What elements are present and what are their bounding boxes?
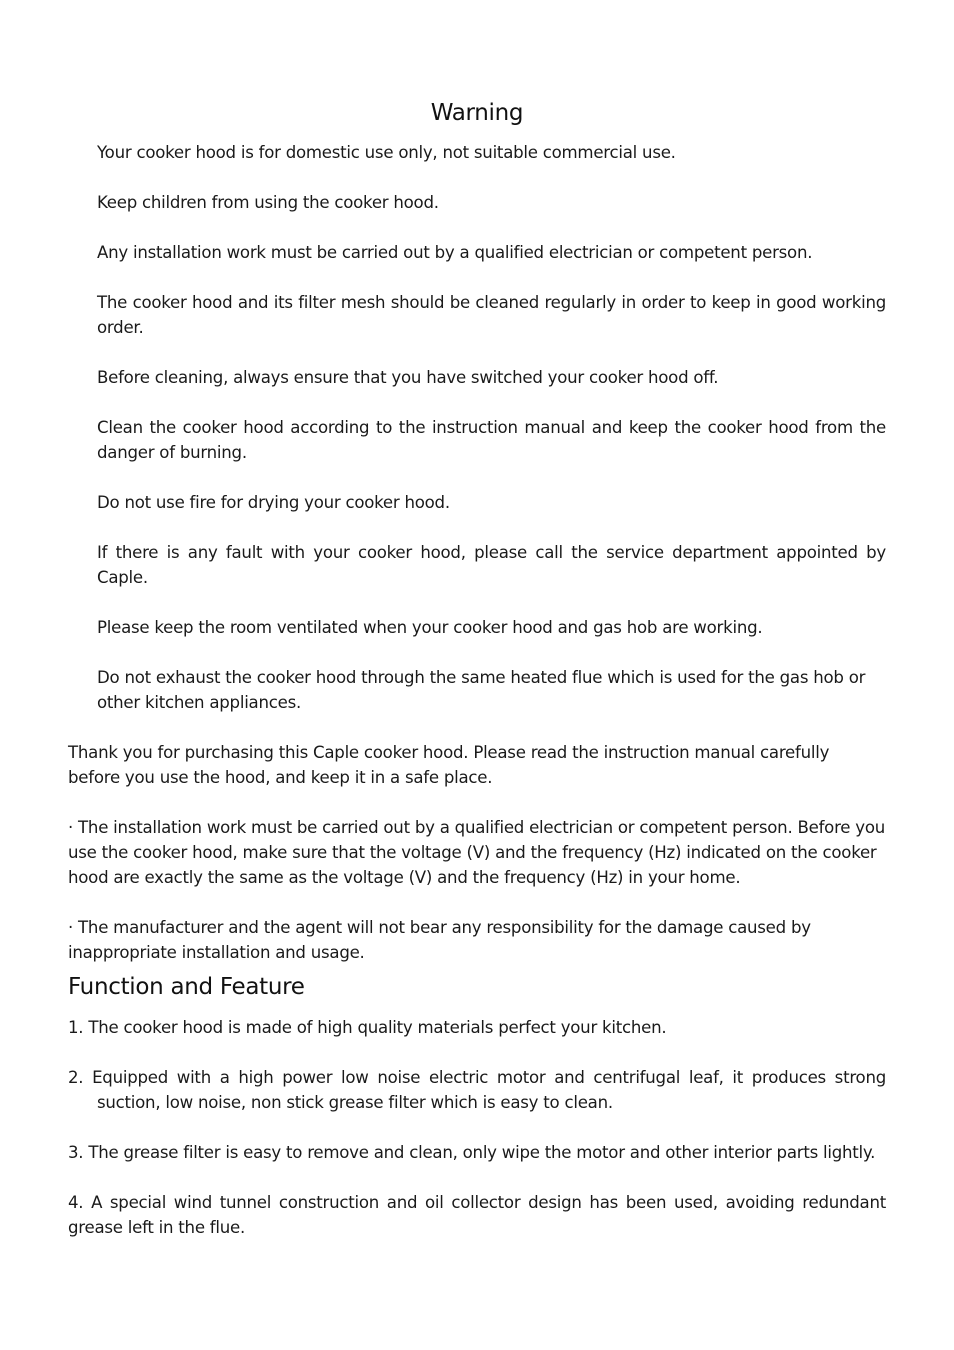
warning-item: Any installation work must be carried out by a qualified electrician or competent person. bbox=[97, 243, 813, 262]
feature-item: 4. A special wind tunnel construction and oil collector design has been used, avoiding redundant grease left in the flue. bbox=[68, 1193, 886, 1237]
feature-item: 1. The cooker hood is made of high quality materials perfect your kitchen. bbox=[68, 1018, 667, 1037]
intro-paragraph: Thank you for purchasing this Caple cooker hood. Please read the instruction manual carefully before you use the hood, and keep it in a safe place. bbox=[68, 743, 830, 787]
warning-item: Keep children from using the cooker hood. bbox=[97, 193, 439, 212]
warning-item: Do not exhaust the cooker hood through the same heated flue which is used for the gas hob or other kitchen appliances. bbox=[97, 668, 866, 712]
warning-item: The cooker hood and its filter mesh should be cleaned regularly in order to keep in good working order. bbox=[97, 293, 886, 337]
installation-note: · The installation work must be carried out by a qualified electrician or competent person. Before you use the cooker hood, make sure that the voltage (V) and the frequency (Hz) indicated on the cooker hood are exactly the same as the voltage (V) and the frequency (Hz) in your home. bbox=[68, 818, 886, 887]
feature-item: 2. Equipped with a high power low noise electric motor and centrifugal leaf, it produces strong suction, low noise, non stick grease filter which is easy to clean. bbox=[68, 1068, 886, 1112]
feature-item: 3. The grease filter is easy to remove and clean, only wipe the motor and other interior parts lightly. bbox=[68, 1143, 876, 1162]
warning-item: Please keep the room ventilated when your cooker hood and gas hob are working. bbox=[97, 618, 763, 637]
warning-item: If there is any fault with your cooker hood, please call the service department appointed by Caple. bbox=[97, 543, 886, 587]
liability-note: · The manufacturer and the agent will not bear any responsibility for the damage caused by inappropriate installation and usage. bbox=[68, 918, 811, 962]
features-heading: Function and Feature bbox=[68, 974, 305, 1000]
warning-item: Your cooker hood is for domestic use only, not suitable commercial use. bbox=[97, 143, 676, 162]
warning-heading: Warning bbox=[430, 100, 524, 126]
warning-item: Before cleaning, always ensure that you have switched your cooker hood off. bbox=[97, 368, 719, 387]
warning-item: Do not use fire for drying your cooker hood. bbox=[97, 493, 450, 512]
warning-item: Clean the cooker hood according to the instruction manual and keep the cooker hood from the danger of burning. bbox=[97, 418, 886, 462]
